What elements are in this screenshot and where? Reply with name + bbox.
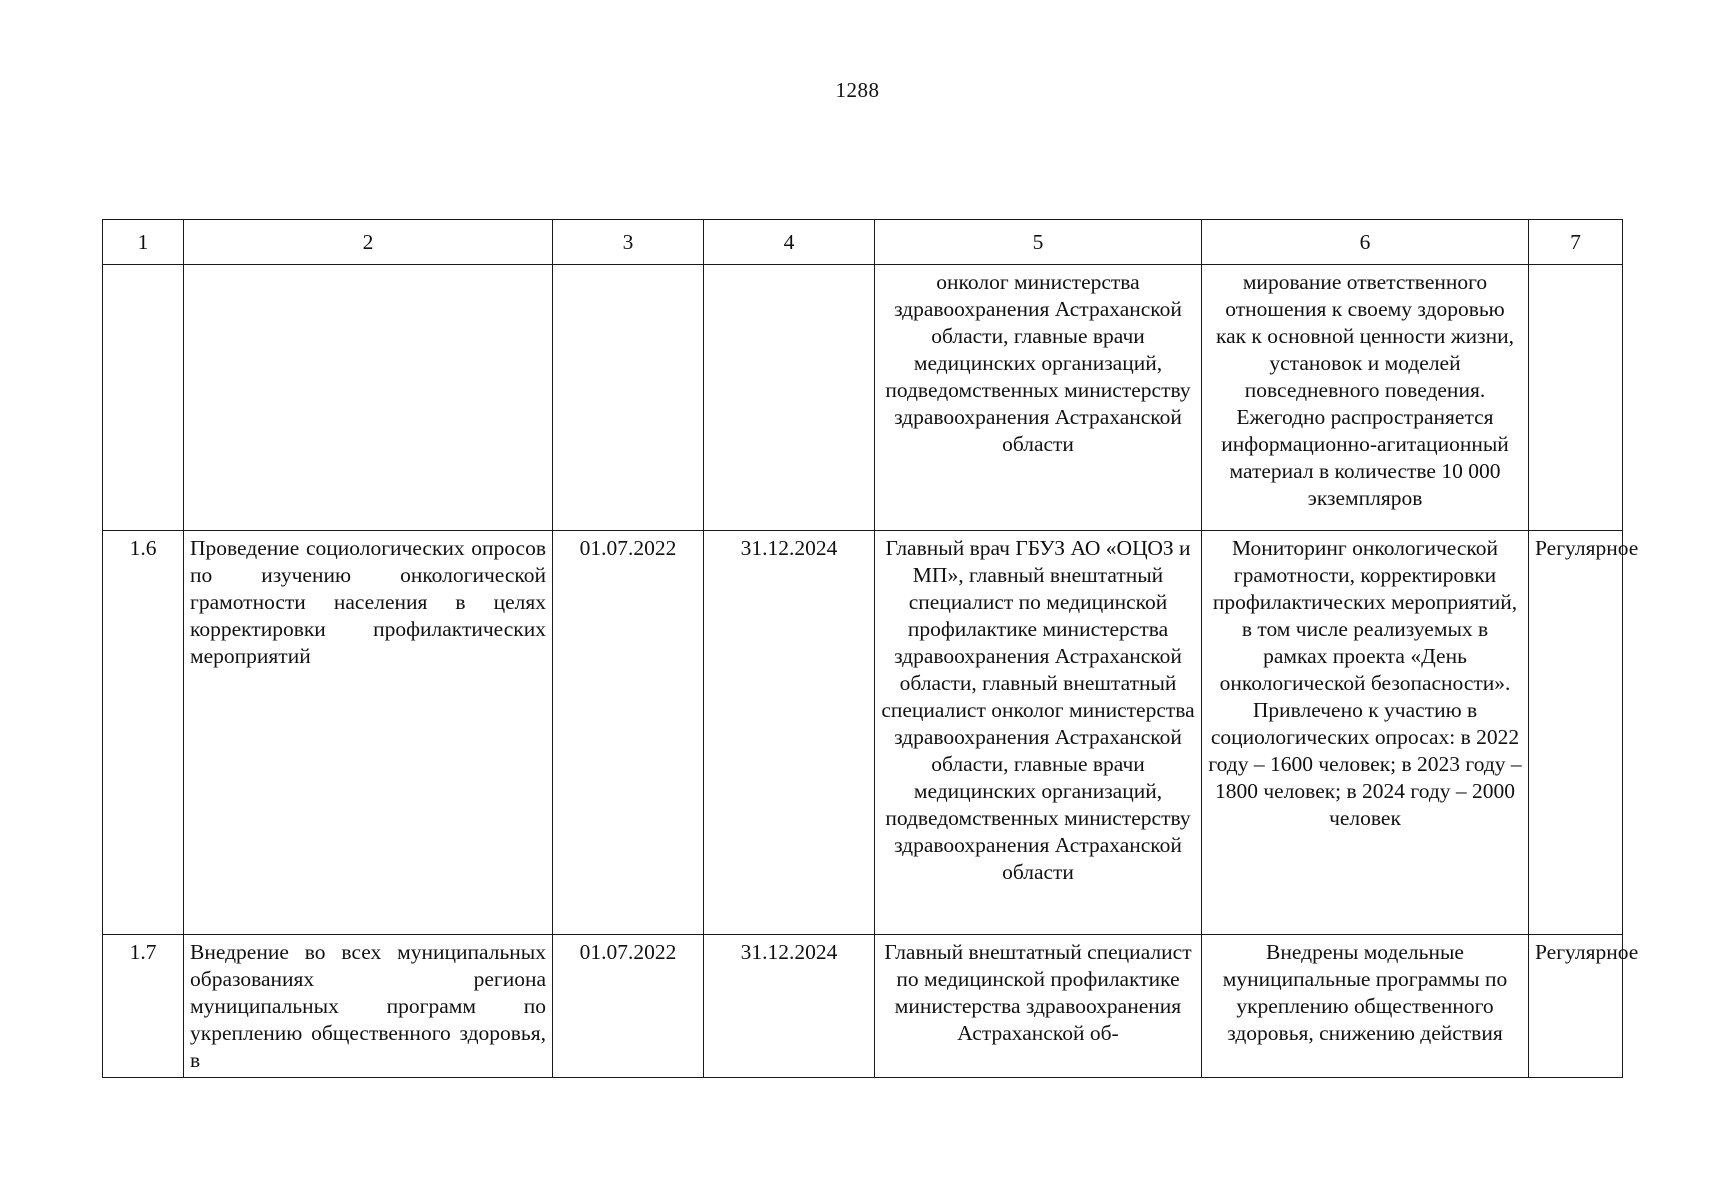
table-header-row [103, 220, 1623, 265]
item-number-cell [103, 265, 184, 531]
periodicity-cell [1529, 265, 1623, 531]
periodicity-cell: Регулярное [1529, 531, 1623, 935]
start-date-cell: 01.07.2022 [553, 531, 704, 935]
column-header: 6 [1202, 220, 1529, 265]
start-date-cell [553, 265, 704, 531]
column-header: 4 [704, 220, 875, 265]
responsible-cell: Главный врач ГБУЗ АО «ОЦОЗ и МП», главный внештатный специалист по медицинской профилактике министерства здравоохранения Астраханской области, главный внештатный специалист онколог министерства здравоохранения Астраханской области, главные врачи медицинских организаций, подведомственных министерству здравоохранения Астраханской области [875, 531, 1202, 935]
table-row [103, 531, 1623, 935]
activity-cell: Проведение социологических опросов по изучению онкологической грамотности населения в целях корректировки профилактических мероприятий [184, 531, 553, 935]
end-date-cell [704, 265, 875, 531]
responsible-cell: онколог министерства здравоохранения Астраханской области, главные врачи медицинских организаций, подведомственных министерству здравоохранения Астраханской области [875, 265, 1202, 531]
result-cell: Внедрены модельные муниципальные программы по укреплению общественного здоровья, снижению действия [1202, 935, 1529, 1078]
activity-cell: Внедрение во всех муниципальных образованиях региона муниципальных программ по укреплению общественного здоровья, в [184, 935, 553, 1078]
column-header: 3 [553, 220, 704, 265]
result-cell: мирование ответственного отношения к своему здоровью как к основной ценности жизни, установок и моделей повседневного поведения. Ежегодно распространяется информационно-агитационный материал в количестве 10 000 экземпляров [1202, 265, 1529, 531]
column-header: 2 [184, 220, 553, 265]
column-header: 7 [1529, 220, 1623, 265]
end-date-cell: 31.12.2024 [704, 531, 875, 935]
table-row [103, 265, 1623, 531]
start-date-cell: 01.07.2022 [553, 935, 704, 1078]
end-date-cell: 31.12.2024 [704, 935, 875, 1078]
item-number-cell: 1.7 [103, 935, 184, 1078]
result-cell: Мониторинг онкологической грамотности, корректировки профилактических мероприятий, в том числе реализуемых в рамках проекта «День онкологической безопасности». Привлечено к участию в социологических опросах: в 2022 году – 1600 человек; в 2023 году – 1800 человек; в 2024 году – 2000 человек [1202, 531, 1529, 935]
item-number-cell: 1.6 [103, 531, 184, 935]
periodicity-cell: Регулярное [1529, 935, 1623, 1078]
activity-cell [184, 265, 553, 531]
measures-table [102, 219, 1639, 1078]
page-number: 1288 [835, 78, 880, 102]
column-header: 1 [103, 220, 184, 265]
column-header: 5 [875, 220, 1202, 265]
table-row [103, 935, 1623, 1078]
responsible-cell: Главный внештатный специалист по медицинской профилактике министерства здравоохранения Астраханской об- [875, 935, 1202, 1078]
